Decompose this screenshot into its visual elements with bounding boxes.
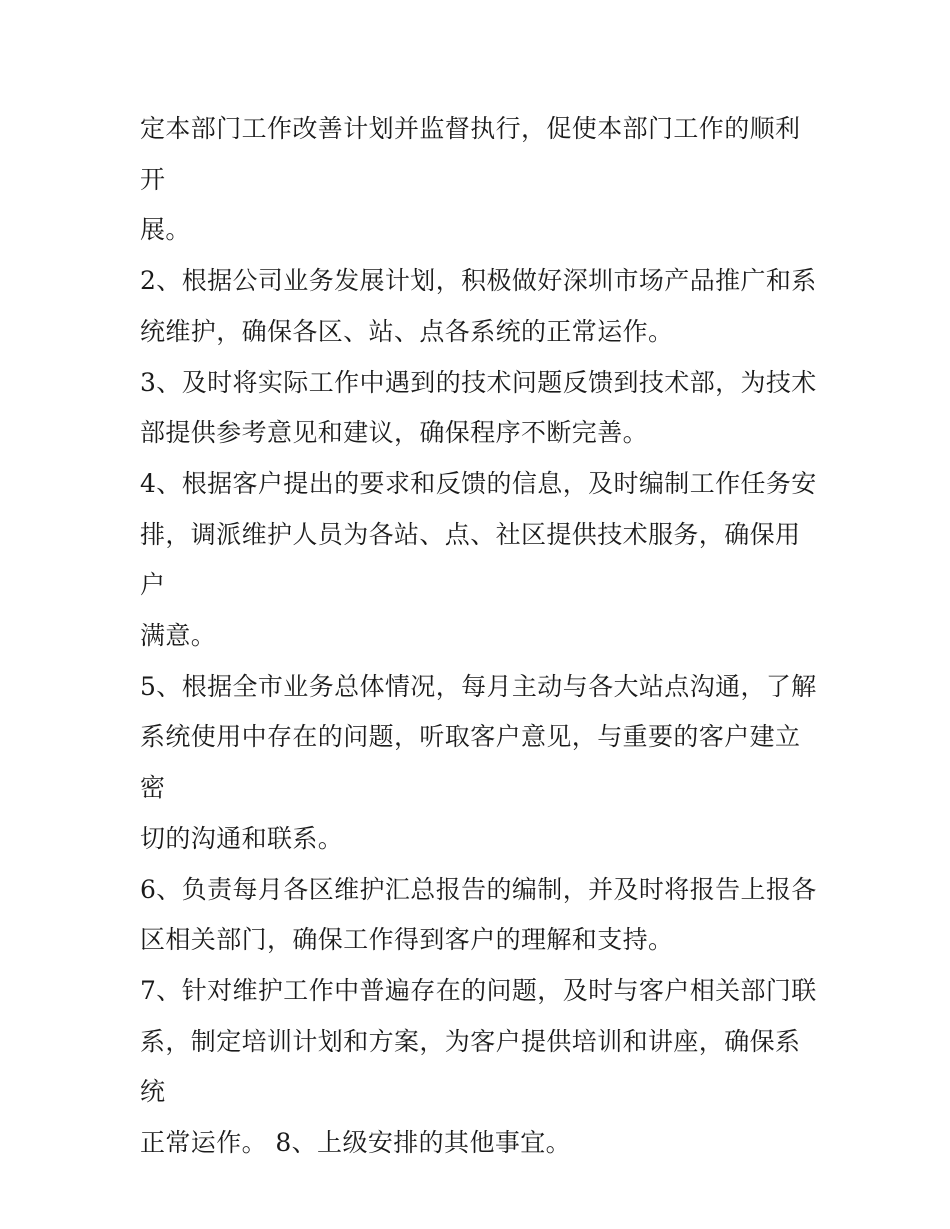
line: 定本部门工作改善计划并监督执行，促使本部门工作的顺利开 [140, 114, 801, 194]
line: 切的沟通和联系。 [140, 823, 344, 853]
line: 系统使用中存在的问题，听取客户意见，与重要的客户建立密 [140, 722, 801, 803]
line: 部提供参考意见和建议，确保程序不断完善。 [140, 418, 649, 448]
line: 2、根据公司业务发展计划，积极做好深圳市场产品推广和系 [140, 266, 817, 296]
line: 5、根据全市业务总体情况，每月主动与各大站点沟通，了解 [140, 671, 817, 701]
line: 3、及时将实际工作中遇到的技术问题反馈到技术部，为技术 [140, 367, 817, 397]
line: 6、负责每月各区维护汇总报告的编制，并及时将报告上报各 [140, 874, 817, 904]
line: 区相关部门，确保工作得到客户的理解和支持。 [140, 925, 674, 955]
paragraph-6 [140, 865, 820, 966]
paragraph-3 [140, 358, 820, 459]
paragraph-4 [140, 459, 820, 662]
line: 7、针对维护工作中普遍存在的问题，及时与客户相关部门联 [140, 975, 817, 1005]
line: 满意。 [140, 621, 217, 651]
line: 统维护，确保各区、站、点各系统的正常运作。 [140, 316, 674, 346]
line: 展。 [140, 215, 191, 245]
paragraph-5 [140, 662, 820, 865]
line: 4、根据客户提出的要求和反馈的信息，及时编制工作任务安 [140, 468, 817, 498]
paragraph-2 [140, 256, 820, 357]
line: 系，制定培训计划和方案，为客户提供培训和讲座，确保系统 [140, 1026, 801, 1107]
line: 排，调派维护人员为各站、点、社区提供技术服务，确保用户 [140, 519, 801, 600]
line: 正常运作。 8、上级安排的其他事宜。 [140, 1128, 572, 1158]
paragraph-7 [140, 966, 820, 1169]
paragraph-1 [140, 104, 820, 256]
document-body [140, 104, 820, 1169]
